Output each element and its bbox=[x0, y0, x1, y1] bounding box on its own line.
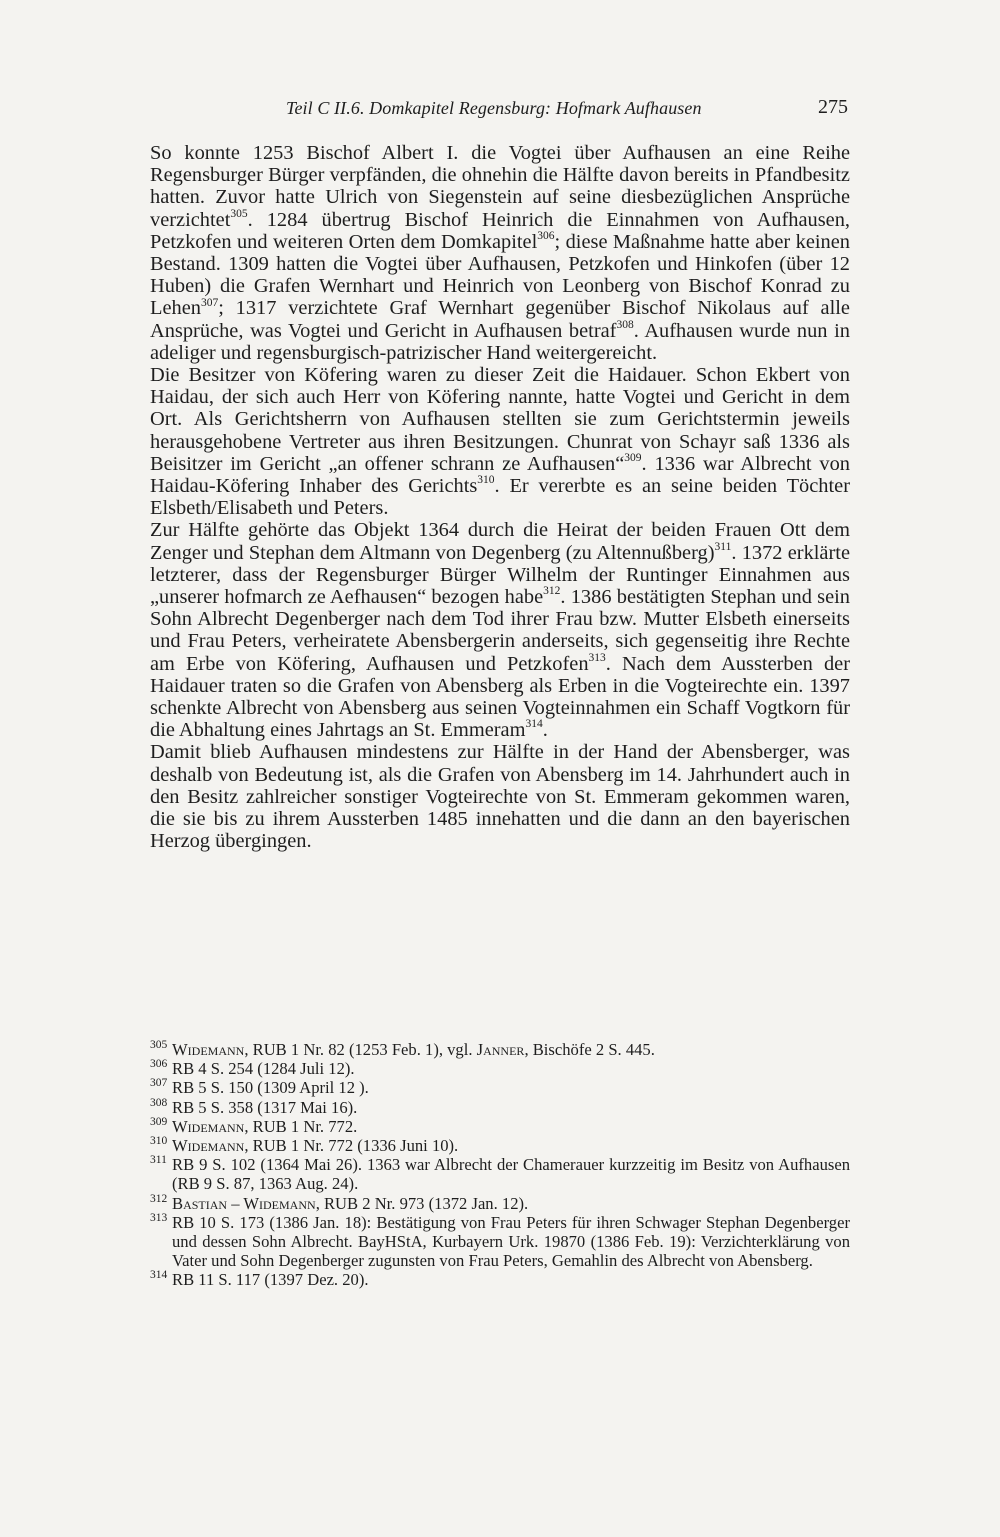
footnote-number: 311 bbox=[150, 1154, 167, 1167]
footnote-text: RB 5 S. 150 (1309 April 12 ). bbox=[172, 1078, 369, 1098]
text-run: Zur Hälfte gehörte das Objekt 1364 durch die Heirat der beiden Frauen Ott dem Zenger und Stephan dem Altmann von Degenberg (zu Altennußberg) bbox=[150, 519, 850, 564]
footnote bbox=[150, 1194, 850, 1213]
footnote-number: 309 bbox=[150, 1115, 168, 1128]
footnote-ref-313[interactable]: 313 bbox=[588, 651, 606, 664]
footnote-ref-311[interactable]: 311 bbox=[714, 540, 732, 553]
footnote bbox=[150, 1098, 850, 1117]
paragraph-3 bbox=[150, 519, 850, 741]
footnote-number: 306 bbox=[150, 1058, 168, 1071]
text-run: . 1284 übertrug Bischof Heinrich die Einnahmen von Aufhausen, Petzkofen und weiteren Orten dem Domkapitel bbox=[150, 208, 850, 253]
footnote-ref-312[interactable]: 312 bbox=[543, 585, 561, 598]
footnote-ref-307[interactable]: 307 bbox=[200, 296, 219, 309]
running-title: Teil C II.6. Domkapitel Regensburg: Hofmark Aufhausen bbox=[286, 98, 702, 118]
footnote-text: , Bischöfe 2 S. 445. bbox=[524, 1040, 655, 1059]
footnote-text: RB 9 S. 102 (1364 Mai 26). 1363 war Albrecht der Chamerauer kurzzeitig im Besitz von Aufhausen (RB 9 S. 87, 1363 Aug. 24). bbox=[172, 1155, 850, 1194]
author-name: Widemann bbox=[172, 1040, 245, 1059]
footnote-ref-314[interactable]: 314 bbox=[525, 718, 543, 731]
footnote-number: 305 bbox=[150, 1039, 168, 1051]
footnote-ref-310[interactable]: 310 bbox=[477, 474, 495, 487]
author-name: Janner bbox=[476, 1040, 525, 1059]
footnote-text: , RUB 1 Nr. 82 (1253 Feb. 1), vgl. bbox=[244, 1040, 477, 1059]
footnote-number: 312 bbox=[150, 1192, 168, 1205]
text-run: . Aufhausen wurde nun in adeliger und regensburgisch-patrizischer Hand weitergereicht. bbox=[150, 319, 850, 364]
footnote-ref-306[interactable]: 306 bbox=[537, 230, 555, 243]
text-run: ; 1317 verzichtete Graf Wernhart gegenüber Bischof Nikolaus auf alle Ansprüche, was Vogtei und Gericht in Aufhausen betraf bbox=[150, 297, 850, 342]
footnote-number: 308 bbox=[150, 1096, 168, 1109]
paragraph-4: Damit blieb Aufhausen mindestens zur Hälfte in der Hand der Abensberger, was deshalb von Bedeutung ist, als die Grafen von Abensberg im 14. Jahrhundert auch in den Besitz zahlreicher sonstiger Vogteirechte von St. Emmeram gekommen waren, die sie bis zu ihrem Aussterben 1485 innehatten und die dann an den bayerischen Herzog übergingen. bbox=[150, 741, 850, 853]
text-run: Die Besitzer von Köfering waren zu dieser Zeit die Haidauer. Schon Ekbert von Haidau, der sich auch Herr von Köfering nannte, hatte Vogtei und Gericht in dem Ort. Als Gerichtsherrn von Aufhausen stellten sie zum Gerichtstermin jeweils herausgehobene Vertreter aus ihren Besitzungen. Chunrat von Schayr saß 1336 als Beisitzer im Gericht „an offener schrann ze Aufhausen“ bbox=[150, 364, 850, 475]
footnote-ref-305[interactable]: 305 bbox=[230, 207, 248, 220]
footnotes bbox=[150, 1040, 850, 1290]
text-run: . 1386 bestätigten Stephan und sein Sohn Albrecht Degenberger nach dem Tod ihrer Frau bzw. Mutter Elsbeth einerseits und Frau Peters, verheiratete Abensbergerin anderseits, sich gegenseitig ihre Rechte am Erbe von Köfering, Aufhausen und Petzkofen bbox=[150, 586, 851, 675]
text-run: . 1372 erklärte letzterer, dass der Regensburger Bürger Wilhelm der Runtinger Einnahmen aus „unserer hofmarch ze Aefhausen“ bezogen habe bbox=[150, 541, 850, 609]
footnote-text: , RUB 2 Nr. 973 (1372 Jan. 12). bbox=[315, 1193, 529, 1213]
page-number: 275 bbox=[818, 96, 848, 118]
footnote-text: RB 4 S. 254 (1284 Juli 12). bbox=[172, 1059, 355, 1079]
text-run: So konnte 1253 Bischof Albert I. die Vogtei über Aufhausen an eine Reihe Regensburger Bürger verpfänden, die ohnehin die Hälfte davon bereits in Pfandbesitz hatten. Zuvor hatte Ulrich von Siegenstein auf seine diesbezüglichen Ansprüche verzichtet bbox=[150, 142, 850, 231]
main-text bbox=[150, 142, 850, 853]
paragraph-2 bbox=[150, 364, 850, 519]
footnote-number: 313 bbox=[150, 1211, 168, 1224]
footnote bbox=[150, 1059, 850, 1078]
text-run: . bbox=[542, 719, 548, 742]
text-run: . 1336 war Albrecht von Haidau-Köfering Inhaber des Gerichts bbox=[150, 452, 850, 498]
footnote bbox=[150, 1155, 850, 1193]
text-run: . Er vererbte es an seine beiden Töchter Elsbeth/Elisabeth und Peters. bbox=[150, 475, 850, 520]
text-run: ; diese Maßnahme hatte aber keinen Bestand. 1309 hatten die Vogtei über Aufhausen, Petzkofen und Hinkofen (über 12 Huben) die Grafen Wernhart und Heinrich von Leonberg von Bischof Konrad zu Lehen bbox=[150, 230, 850, 320]
footnote-ref-309[interactable]: 309 bbox=[624, 452, 642, 465]
author-name: Widemann bbox=[172, 1116, 245, 1136]
footnote bbox=[150, 1270, 850, 1289]
footnote-text: RB 5 S. 358 (1317 Mai 16). bbox=[172, 1097, 358, 1117]
footnote-number: 307 bbox=[150, 1077, 168, 1090]
footnote bbox=[150, 1117, 850, 1136]
footnote-text: RB 11 S. 117 (1397 Dez. 20). bbox=[172, 1270, 369, 1290]
footnote-text: , RUB 1 Nr. 772 (1336 Juni 10). bbox=[244, 1136, 459, 1156]
footnote bbox=[150, 1213, 850, 1271]
footnote bbox=[150, 1078, 850, 1097]
footnote-number: 314 bbox=[150, 1269, 168, 1282]
footnote-text: RB 10 S. 173 (1386 Jan. 18): Bestätigung von Frau Peters für ihren Schwager Stephan Degenberger und dessen Sohn Albrecht. BayHStA, Kurbayern Urk. 19870 (1386 Feb. 19): Verzichterklärung von Vater und Sohn Degenberger zugunsten von Frau Peters, Gemahlin des Albrecht von Abensberg. bbox=[172, 1212, 850, 1271]
text-run: . Nach dem Aussterben der Haidauer traten so die Grafen von Abensberg als Erben in die Vogteirechte ein. 1397 schenkte Albrecht von Abensberg aus seinen Vogteinnahmen ein Schaff Vogtkorn für die Abhaltung eines Jahrtags an St. Emmeram bbox=[150, 652, 850, 742]
running-head bbox=[150, 98, 850, 124]
footnote-text: , RUB 1 Nr. 772. bbox=[244, 1116, 358, 1136]
paragraph-1 bbox=[150, 142, 850, 364]
footnote-number: 310 bbox=[150, 1135, 168, 1148]
footnote bbox=[150, 1040, 850, 1059]
footnote bbox=[150, 1136, 850, 1155]
author-name: Widemann bbox=[172, 1136, 245, 1156]
author-name: Bastian – Widemann bbox=[172, 1193, 316, 1213]
footnote-ref-308[interactable]: 308 bbox=[616, 318, 634, 331]
